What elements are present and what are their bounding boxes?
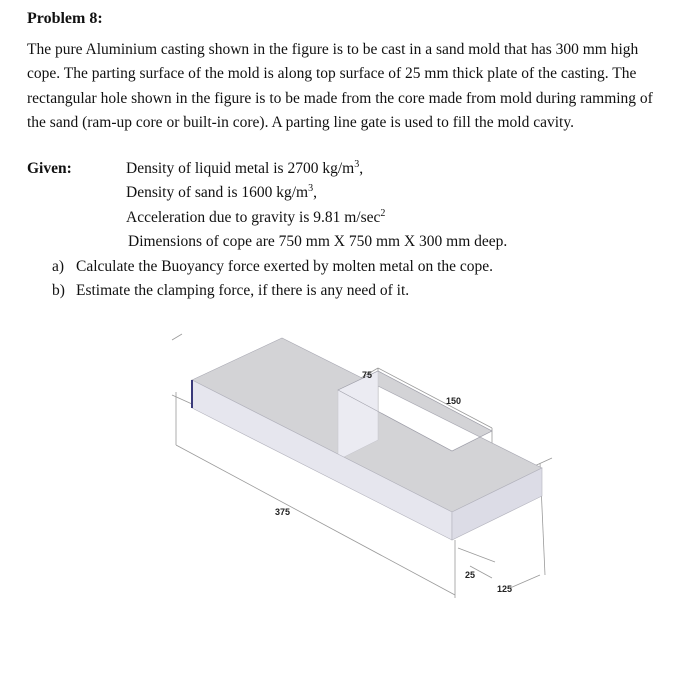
dim-label-25: 25 xyxy=(465,570,476,580)
problem-title: Problem 8: xyxy=(27,10,103,27)
problem-statement: The pure Aluminium casting shown in the figure is to be cast in a sand mold that has 300 mm high cope. The parting surface of the mold is along top surface of 25 mm thick plate of the casting. The rectangular hole shown in the figure is to be made from the core made from mold during ramming of the sand (ram-up core or built-in core). A parting line gate is used to fill the mold cavity. xyxy=(27,41,653,131)
question-b-label: b) xyxy=(52,282,65,299)
dim-label-150: 150 xyxy=(446,396,462,406)
extension-tick-left xyxy=(172,395,192,404)
question-a-label: a) xyxy=(52,258,65,275)
dim-label-375: 375 xyxy=(275,507,291,517)
dim-label-125: 125 xyxy=(497,584,513,594)
dim-label-75: 75 xyxy=(362,370,373,380)
dimension-line-150 xyxy=(378,368,492,428)
dimension-line-25 xyxy=(458,548,495,562)
question-b-text: Estimate the clamping force, if there is any need of it. xyxy=(76,282,410,299)
given-density-sand-text: Density of sand is 1600 kg/m xyxy=(126,184,309,201)
given-gravity-text: Acceleration due to gravity is 9.81 m/sec xyxy=(126,209,381,226)
given-cope-dimensions: Dimensions of cope are 750 mm X 750 mm X 300 mm deep. xyxy=(128,233,508,250)
given-density-sand-punct: , xyxy=(313,184,317,201)
given-density-metal-text: Density of liquid metal is 2700 kg/m xyxy=(126,160,355,177)
casting-body xyxy=(192,338,542,540)
corner-tick xyxy=(172,334,182,340)
given-density-sand-exp: 3 xyxy=(308,183,314,194)
question-a-text: Calculate the Buoyancy force exerted by molten metal on the cope. xyxy=(76,258,494,275)
extension-tick-125-bottom xyxy=(510,575,540,588)
given-gravity-exp: 2 xyxy=(380,208,386,219)
given-density-metal-exp: 3 xyxy=(354,159,360,170)
given-label: Given: xyxy=(27,160,72,177)
given-density-metal-punct: , xyxy=(359,160,364,177)
